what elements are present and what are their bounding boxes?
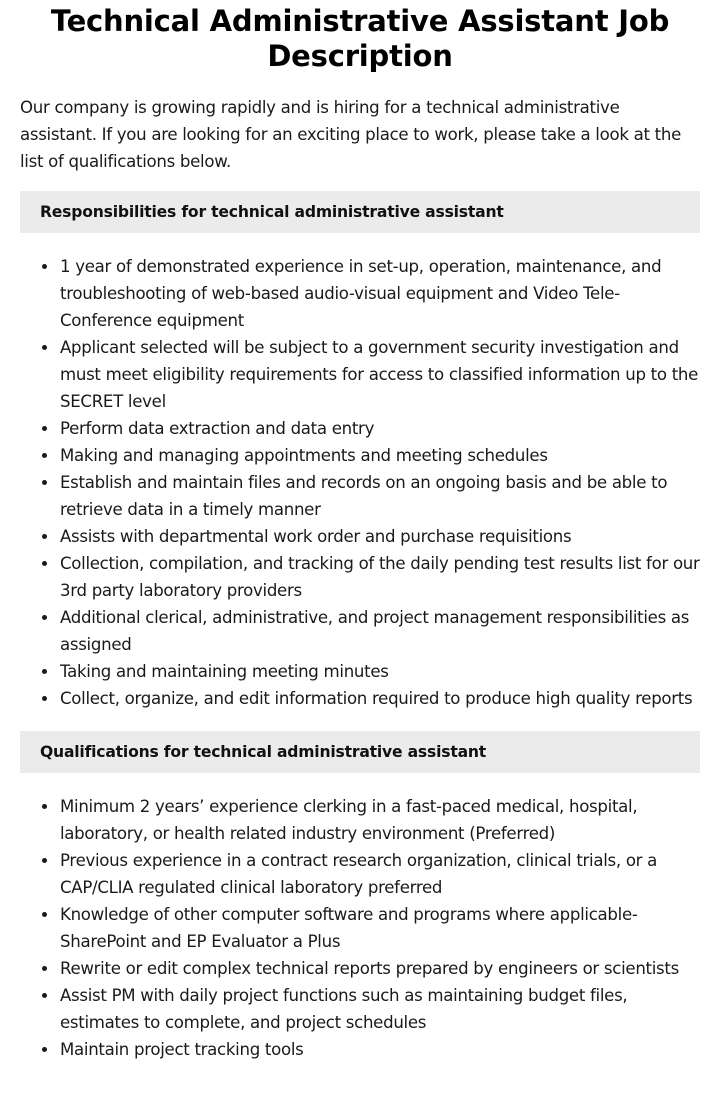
bullet-icon [42, 804, 47, 809]
bullet-icon [42, 669, 47, 674]
list-item [60, 469, 700, 523]
qualifications-heading: Qualifications for technical administrative assistant [20, 731, 700, 773]
list-item [60, 793, 700, 847]
bullet-icon [42, 453, 47, 458]
bullet-icon [42, 858, 47, 863]
list-item-text: Knowledge of other computer software and programs where applicable-SharePoint and EP Evaluator a Plus [60, 905, 638, 951]
list-item [60, 1036, 700, 1063]
list-item-text: Minimum 2 years’ experience clerking in a fast-paced medical, hospital, laboratory, or health related industry environment (Preferred) [60, 797, 638, 843]
list-item [60, 955, 700, 982]
bullet-icon [42, 426, 47, 431]
qualifications-list [20, 793, 700, 1063]
list-item-text: Maintain project tracking tools [60, 1040, 304, 1059]
bullet-icon [42, 264, 47, 269]
list-item [60, 550, 700, 604]
list-item [60, 523, 700, 550]
list-item [60, 253, 700, 334]
bullet-icon [42, 993, 47, 998]
bullet-icon [42, 1047, 47, 1052]
list-item [60, 658, 700, 685]
bullet-icon [42, 615, 47, 620]
list-item-text: Making and managing appointments and meeting schedules [60, 446, 548, 465]
list-item-text: Collection, compilation, and tracking of the daily pending test results list for our 3rd party laboratory providers [60, 554, 700, 600]
bullet-icon [42, 696, 47, 701]
list-item [60, 415, 700, 442]
bullet-icon [42, 345, 47, 350]
page-title: Technical Administrative Assistant Job Description [50, 4, 670, 73]
list-item-text: Applicant selected will be subject to a government security investigation and must meet eligibility requirements for access to classified information up to the SECRET level [60, 338, 699, 411]
list-item-text: Establish and maintain files and records on an ongoing basis and be able to retrieve data in a timely manner [60, 473, 668, 519]
list-item-text: Collect, organize, and edit information required to produce high quality reports [60, 689, 693, 708]
list-item-text: Assist PM with daily project functions such as maintaining budget files, estimates to complete, and project schedules [60, 986, 628, 1032]
bullet-icon [42, 966, 47, 971]
bullet-icon [42, 534, 47, 539]
list-item-text: Rewrite or edit complex technical reports prepared by engineers or scientists [60, 959, 679, 978]
list-item [60, 847, 700, 901]
list-item [60, 982, 700, 1036]
list-item-text: 1 year of demonstrated experience in set-up, operation, maintenance, and troubleshooting of web-based audio-visual equipment and Video Tele-Conference equipment [60, 257, 662, 330]
list-item-text: Assists with departmental work order and purchase requisitions [60, 527, 572, 546]
responsibilities-heading: Responsibilities for technical administrative assistant [20, 191, 700, 233]
bullet-icon [42, 561, 47, 566]
list-item [60, 901, 700, 955]
list-item-text: Additional clerical, administrative, and project management responsibilities as assigned [60, 608, 690, 654]
responsibilities-list [20, 253, 700, 712]
bullet-icon [42, 912, 47, 917]
list-item-text: Previous experience in a contract research organization, clinical trials, or a CAP/CLIA regulated clinical laboratory preferred [60, 851, 658, 897]
list-item [60, 334, 700, 415]
list-item-text: Perform data extraction and data entry [60, 419, 375, 438]
intro-paragraph: Our company is growing rapidly and is hiring for a technical administrative assistant. If you are looking for an exciting place to work, please take a look at the list of qualifications below. [20, 98, 681, 171]
list-item-text: Taking and maintaining meeting minutes [60, 662, 389, 681]
list-item [60, 685, 700, 712]
bullet-icon [42, 480, 47, 485]
list-item [60, 604, 700, 658]
list-item [60, 442, 700, 469]
